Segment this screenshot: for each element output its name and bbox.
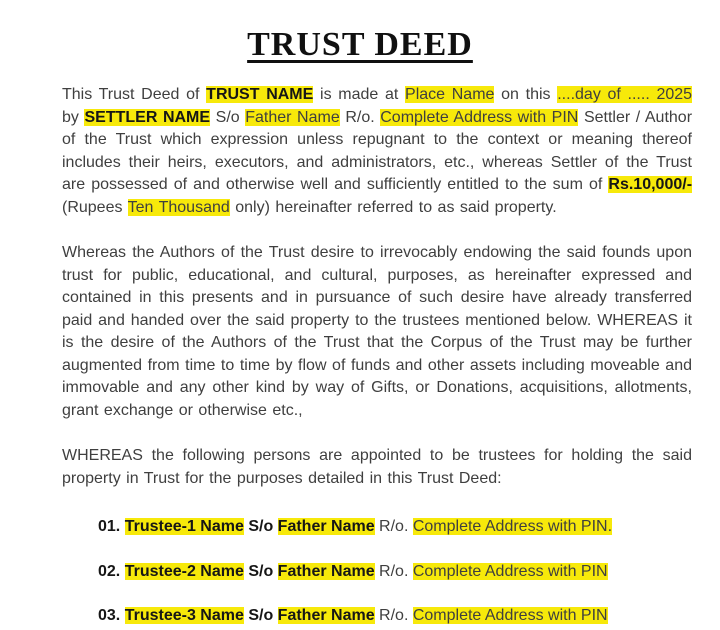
so-label: S/o (248, 607, 274, 624)
document-title: TRUST DEED (247, 26, 473, 63)
placeholder-trustee-2-name: Trustee-2 Name (124, 562, 244, 580)
placeholder-date: ....day of ..... 2025 (557, 86, 693, 103)
placeholder-father-name: Father Name (277, 607, 375, 624)
placeholder-amount-words: Ten Thousand (127, 198, 230, 216)
so-label: S/o (248, 518, 274, 535)
ro-label: R/o. (379, 607, 409, 624)
placeholder-address: Complete Address with PIN (380, 108, 579, 126)
text-run: Settler / Author of the Trust which expression unless repugnant to the context or meaning thereof includes their heirs, executors, and administrators, etc., whereas Settler of the Trust are possessed of and otherwise well and sufficiently entitled to the sum of (62, 108, 693, 193)
ro-label: R/o. (345, 108, 375, 126)
text-run: is made at (320, 86, 399, 103)
placeholder-address: Complete Address with PIN (412, 607, 608, 624)
trustee-list (98, 516, 692, 628)
placeholder-trust-name: TRUST NAME (206, 86, 314, 103)
trustee-row-3 (98, 605, 692, 628)
trustee-row-1 (98, 516, 692, 539)
placeholder-trustee-3-name: Trustee-3 Name (124, 607, 244, 624)
trustees-intro-paragraph: WHEREAS the following persons are appointed to be trustees for holding the said property in Trust for the purposes detailed in this Trust Deed: (62, 447, 692, 487)
so-label: S/o (215, 108, 240, 126)
trustee-number: 01. (98, 518, 121, 535)
placeholder-father-name: Father Name (277, 562, 375, 580)
placeholder-father-name: Father Name (245, 108, 340, 126)
text-run: on this (501, 86, 551, 103)
ro-label: R/o. (379, 562, 409, 580)
text-run: This Trust Deed of (62, 86, 200, 103)
ro-label: R/o. (379, 518, 409, 535)
placeholder-trustee-1-name: Trustee-1 Name (124, 518, 244, 535)
text-run: (Rupees (62, 198, 123, 216)
placeholder-address: Complete Address with PIN (412, 562, 608, 580)
trustee-row-2 (98, 561, 692, 584)
placeholder-place-name: Place Name (405, 86, 495, 103)
whereas-paragraph: Whereas the Authors of the Trust desire to irrevocably endowing the said founds upon trust for public, educational, and cultural, purposes, as hereinafter expressed and contained in this presents and in pursuance of such desire have already transferred paid and handed over the said property to the trustees mentioned below. WHEREAS it is the desire of the Authors of the Trust that the Corpus of the Trust may be further augmented from time to time by flow of funds and other assets including moveable and immovable and any other kind by way of Gifts, or Donations, acquisitions, allotments, grant exchange or otherwise etc., (62, 244, 692, 419)
placeholder-settler-name: SETTLER NAME (84, 108, 211, 126)
so-label: S/o (248, 562, 274, 580)
placeholder-father-name: Father Name (277, 518, 375, 535)
intro-paragraph (62, 84, 692, 219)
trustee-number: 03. (98, 607, 121, 624)
text-run: only) hereinafter referred to as said property. (235, 198, 557, 216)
placeholder-address: Complete Address with PIN. (412, 518, 613, 535)
trustee-number: 02. (98, 562, 121, 580)
text-run: by (62, 108, 79, 126)
placeholder-amount: Rs.10,000/- (608, 176, 693, 193)
